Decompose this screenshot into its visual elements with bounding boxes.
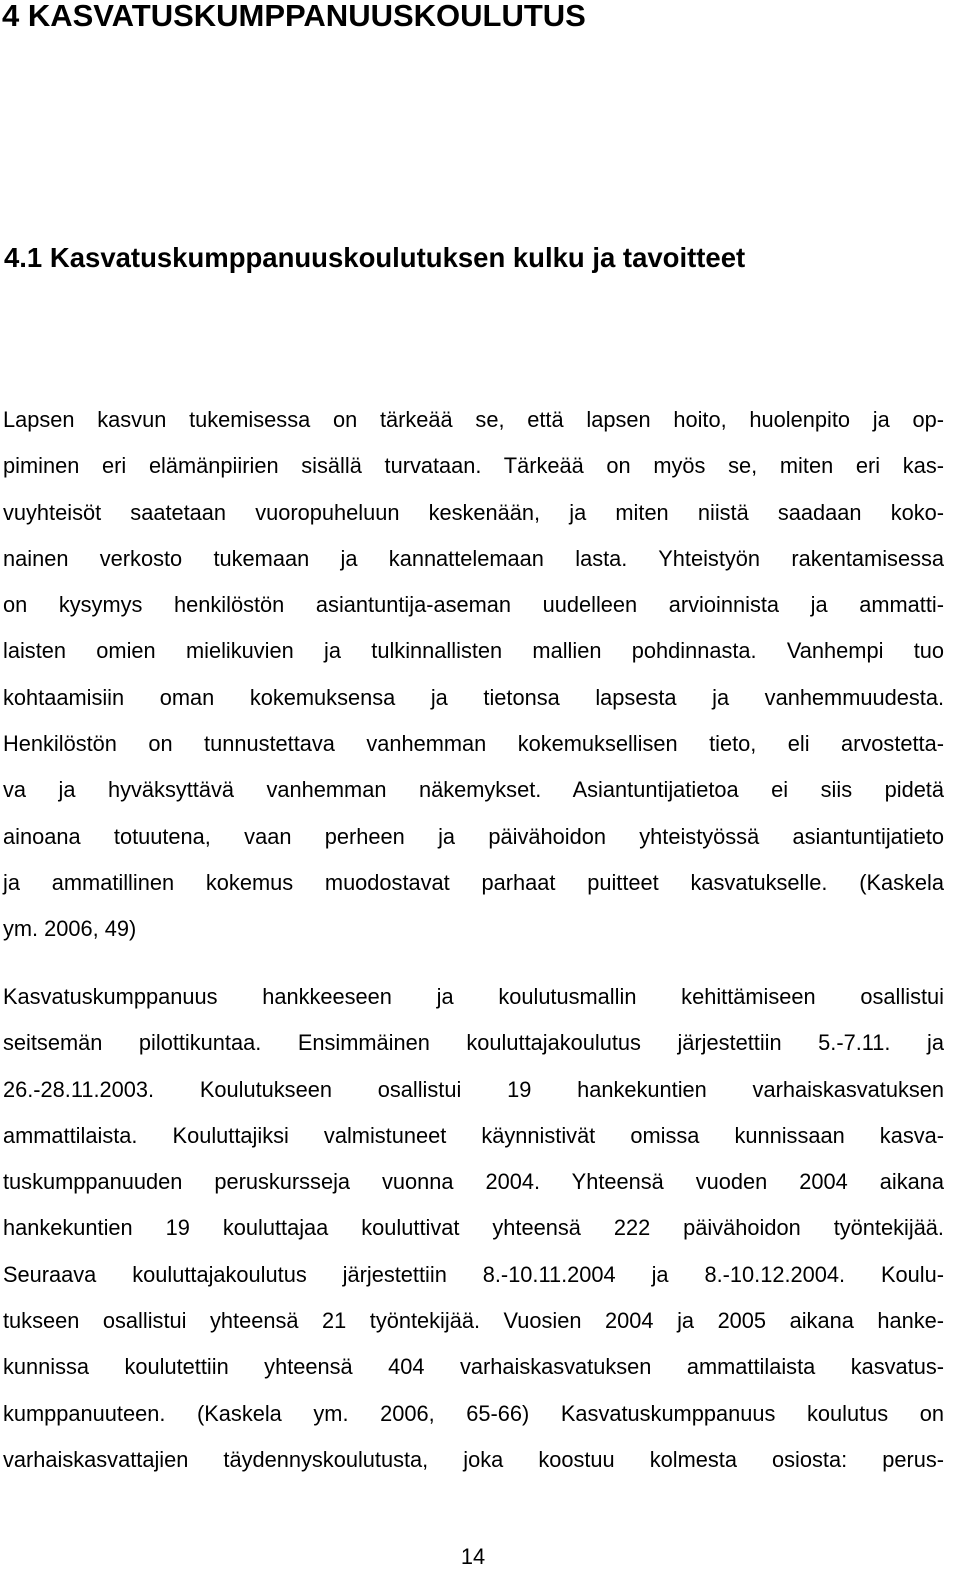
text-line: tukseen osallistui yhteensä 21 työntekijää. Vuosien 2004 ja 2005 aikana hanke- <box>3 1308 944 1334</box>
text-line: kunnissa koulutettiin yhteensä 404 varhaiskasvatuksen ammattilaista kasvatus- <box>3 1354 944 1380</box>
text-line: on kysymys henkilöstön asiantuntija-aseman uudelleen arvioinnista ja ammatti- <box>3 592 944 618</box>
text-line: seitsemän pilottikuntaa. Ensimmäinen kouluttajakoulutus järjestettiin 5.-7.11. ja <box>3 1030 944 1056</box>
text-line: 26.-28.11.2003. Koulutukseen osallistui 19 hankekuntien varhaiskasvatuksen <box>3 1076 944 1102</box>
paragraph-2 <box>3 974 944 1483</box>
text-line: Henkilöstön on tunnustettava vanhemman kokemuksellisen tieto, eli arvostetta- <box>3 731 944 757</box>
text-line: varhaiskasvattajien täydennyskoulutusta, joka koostuu kolmesta osiosta: perus- <box>3 1446 944 1472</box>
text-line: Seuraava kouluttajakoulutus järjestettiin 8.-10.11.2004 ja 8.-10.12.2004. Koulu- <box>3 1261 944 1287</box>
text-line: va ja hyväksyttävä vanhemman näkemykset. Asiantuntijatietoa ei siis pidetä <box>3 777 944 803</box>
text-line: kumppanuuteen. (Kaskela ym. 2006, 65-66) Kasvatuskumppanuus koulutus on <box>3 1400 944 1426</box>
page-number: 14 <box>460 1544 486 1569</box>
paragraph-1 <box>3 397 944 953</box>
text-line: ainoana totuutena, vaan perheen ja päivähoidon yhteistyössä asiantuntijatieto <box>3 823 944 849</box>
chapter-heading: 4 KASVATUSKUMPPANUUSKOULUTUS <box>2 0 586 33</box>
text-line: tuskumppanuuden peruskursseja vuonna 2004. Yhteensä vuoden 2004 aikana <box>3 1169 944 1195</box>
text-line: Kasvatuskumppanuus hankkeeseen ja koulutusmallin kehittämiseen osallistui <box>3 984 944 1009</box>
text-line: Lapsen kasvun tukemisessa on tärkeää se, että lapsen hoito, huolenpito ja op- <box>3 407 944 432</box>
text-line: laisten omien mielikuvien ja tulkinnallisten mallien pohdinnasta. Vanhempi tuo <box>3 638 944 664</box>
text-line: piminen eri elämänpiirien sisällä turvataan. Tärkeää on myös se, miten eri kas- <box>3 453 944 479</box>
text-line: hankekuntien 19 kouluttajaa kouluttivat yhteensä 222 päivähoidon työntekijää. <box>3 1215 944 1241</box>
text-line: ym. 2006, 49) <box>3 916 137 942</box>
text-line: ammattilaista. Kouluttajiksi valmistuneet käynnistivät omissa kunnissaan kasva- <box>3 1122 944 1148</box>
text-line: ja ammatillinen kokemus muodostavat parhaat puitteet kasvatukselle. (Kaskela <box>3 869 944 895</box>
text-line: nainen verkosto tukemaan ja kannattelemaan lasta. Yhteistyön rakentamisessa <box>3 545 944 571</box>
section-heading: 4.1 Kasvatuskumppanuuskoulutuksen kulku ja tavoitteet <box>4 242 746 273</box>
text-line: kohtaamisiin oman kokemuksensa ja tietonsa lapsesta ja vanhemmuudesta. <box>3 684 944 710</box>
text-line: vuyhteisöt saatetaan vuoropuheluun keskenään, ja miten niistä saadaan koko- <box>3 499 944 525</box>
